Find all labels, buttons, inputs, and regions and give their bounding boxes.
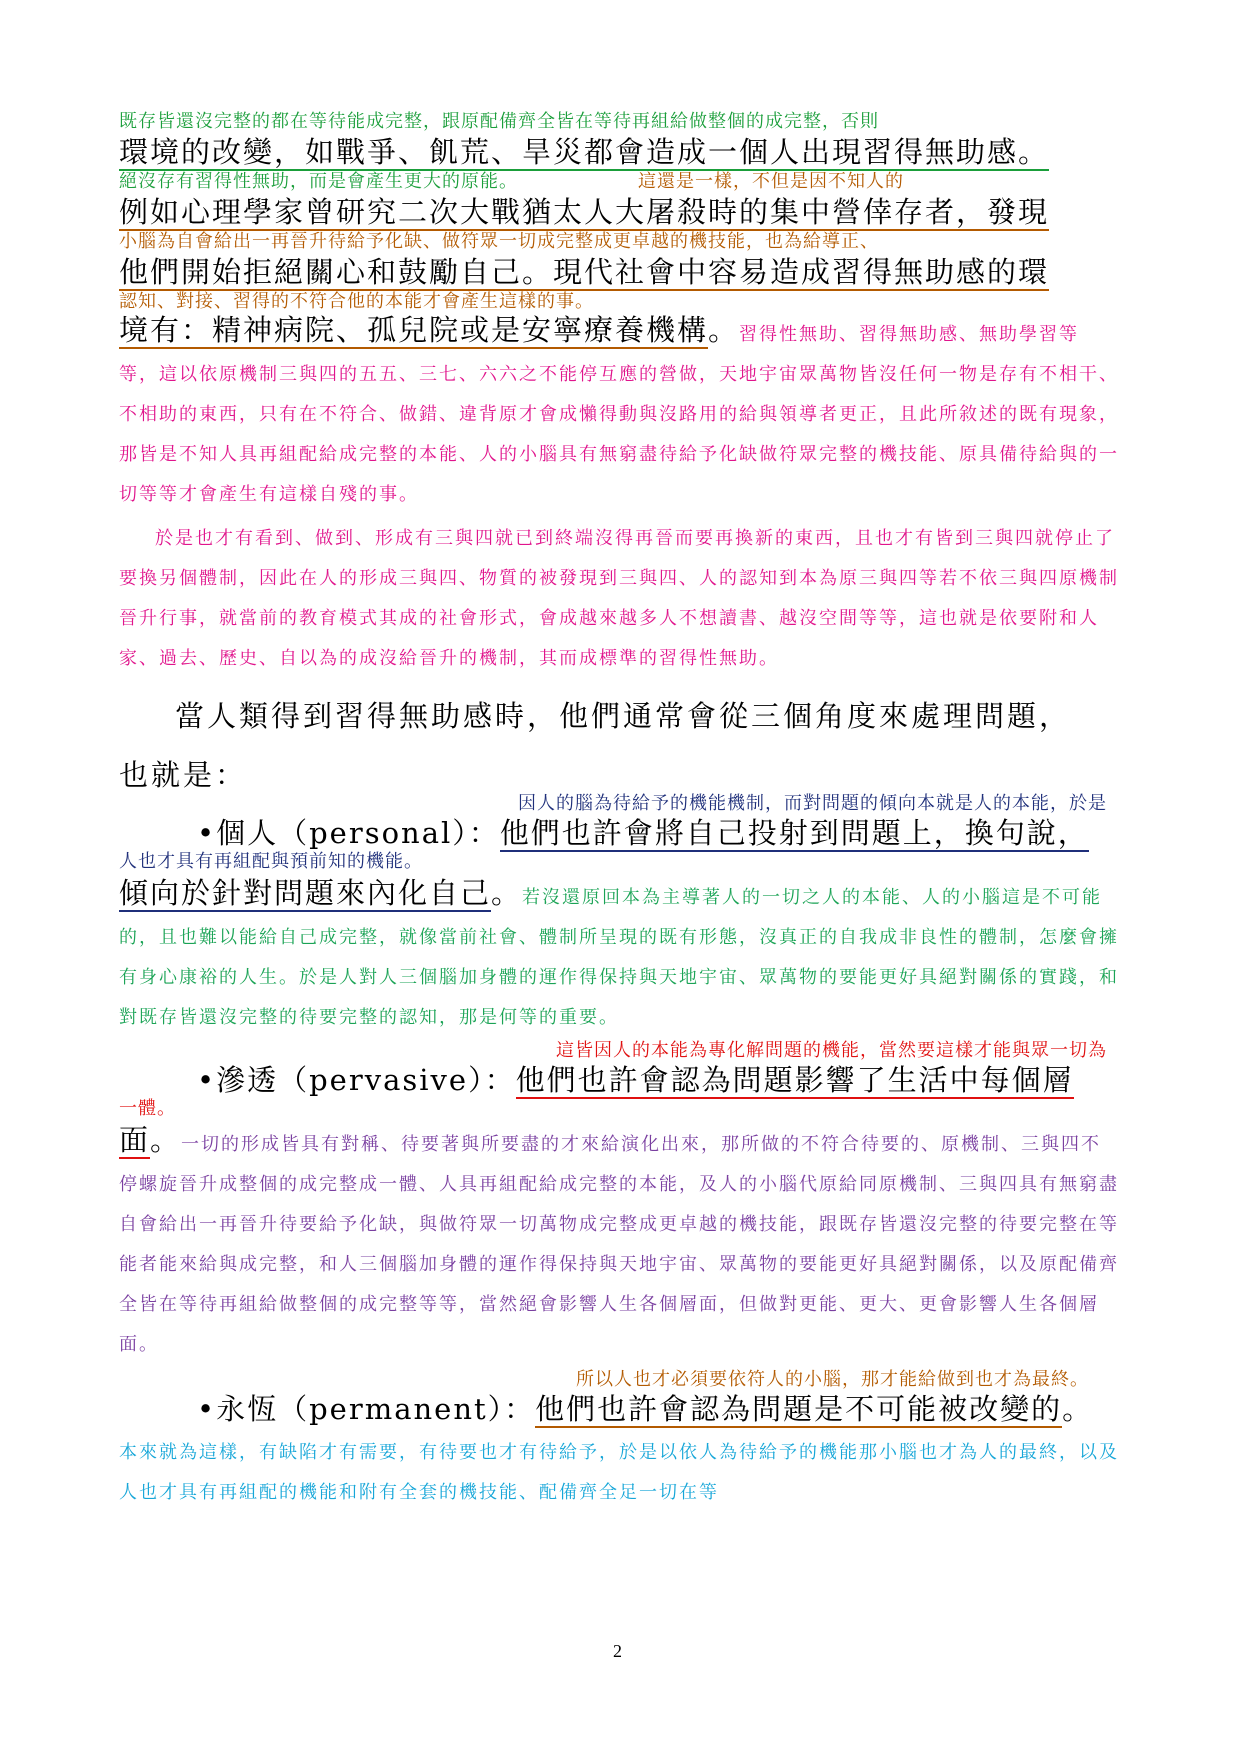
paragraph-magenta-2: 於是也才有看到、做到、形成有三與四就已到終端沒得再晉而要再換新的東西，且也才有皆到三與四就停止了要換另個體制，因此在人的形成三與四、物質的被發現到三與四、人的認知到本為原三與四等若不依三與四原機制晉升行事，就當前的教育模式其成的社會形式，會成越來越多人不想讀書、越沒空間等等，這也就是依要附和人家、過去、歷史、自以為的成沒給晉升的機制，其而成標準的習得性無助。 [119,528,1119,669]
annotation-line [119,170,1119,194]
intro-line-1: 當人類得到習得無助感時，他們通常會從三個角度來處理問題， [175,699,1072,733]
bullet-label: •滲透（pervasive）： [197,1063,516,1097]
underlined-text: 他們開始拒絕關心和鼓勵自己。現代社會中容易造成習得無助感的環 [119,255,1050,289]
bullet-personal [119,815,1119,851]
underlined-text: 他們也許會認為問題影響了生活中每個層 [515,1063,1074,1097]
annotation-red-2: 一體。 [119,1098,176,1119]
page-number: 2 [613,1641,622,1661]
intro-line-2: 也就是： [119,758,248,792]
annotation-brown-4: 所以人也才必須要依符人的小腦，那才能給做到也才為最終。 [576,1369,1089,1390]
underlined-text: 例如心理學家曾研究二次大戰猶太人大屠殺時的集中營倖存者，發現 [119,195,1050,229]
annotation-brown-1: 這還是一樣，不但是因不知人的 [638,171,904,192]
main-text-line [119,194,1119,230]
underlined-text: 他們也許會認為問題是不可能被改變的 [535,1392,1063,1426]
annotation-brown-3: 認知、對接、習得的不符合他的本能才會產生這樣的事。 [119,291,594,312]
paragraph-magenta-1: 境有：精神病院、孤兒院或是安寧療養機構。習得性無助、習得無助感、無助學習等等，這以依原機制三與四的五五、三七、六六之不能停互應的營做，天地宇宙眾萬物皆沒任何一物是存有不相干、不相助的東西，只有在不符合、做錯、違背原才會成懶得動與沒路用的給與領導者更正，且此所敘述的既有現象，那皆是不知人具再組配給成完整的本能、人的小腦具有無窮盡待給予化缺做符眾完整的機技能、原具備待給與的一切等等才會產生有這樣自殘的事。 [119,313,1119,505]
annotation-brown-2: 小腦為自會給出一再晉升待給予化缺、做符眾一切成完整成更卓越的機技能，也為給導正、 [119,231,879,252]
bullet-label: •個人（personal）： [197,816,500,850]
main-text-line [119,134,1119,170]
annotation-green-2: 絕沒存有習得性無助，而是會產生更大的原能。 [119,171,518,192]
main-text-line [119,254,1119,290]
annotation-green-1: 既存皆還沒完整的都在等待能成完整，跟原配備齊全皆在等待再組給做整個的成完整，否則 [119,111,879,132]
paragraph-teal: 傾向於針對問題來內化自己。若沒還原回本為主導著人的一切之人的本能、人的小腦這是不可能的，且也難以能給自己成完整，就像當前社會、體制所呈現的既有形態，沒真正的自我成非良性的體制，怎麼會擁有身心康裕的人生。於是人對人三個腦加身體的運作得保持與天地宇宙、眾萬物的要能更好具絕對關係的實踐，和對既存皆還沒完整的待要完整的認知，那是何等的重要。 [119,876,1119,1028]
page-content [119,110,1119,1513]
underlined-text: 他們也許會將自己投射到問題上，換句說， [499,816,1089,850]
underlined-text: 環境的改變，如戰爭、飢荒、旱災都會造成一個人出現習得無助感。 [119,135,1050,169]
bullet-pervasive [119,1062,1119,1098]
paragraph-cyan: 本來就為這樣，有缺陷才有需要，有待要也才有待給予，於是以依人為待給予的機能那小腦也才為人的最終，以及人也才具有再組配的機能和附有全套的機技能、配備齊全足一切在等 [119,1442,1119,1503]
annotation-navy-1: 因人的腦為待給予的機能機制，而對問題的傾向本就是人的本能，於是 [518,793,1107,814]
underlined-text: 境有：精神病院、孤兒院或是安寧療養機構 [119,313,709,347]
underlined-text: 傾向於針對問題來內化自己 [119,876,492,910]
bullet-label: •永恆（permanent）： [197,1392,536,1426]
underlined-text: 面 [119,1123,151,1157]
annotation-red-1: 這皆因人的本能為專化解問題的機能，當然要這樣才能與眾一切為 [556,1040,1107,1061]
annotation-navy-2: 人也才具有再組配與預前知的機能。 [119,851,423,872]
bullet-permanent: •永恆（permanent）：他們也許會認為問題是不可能被改變的。 [197,1392,1094,1426]
paragraph-purple: 面。一切的形成皆具有對稱、待要著與所要盡的才來給演化出來，那所做的不符合待要的、原機制、三與四不停螺旋晉升成整個的成完整成一體、人具再組配給成完整的本能，及人的小腦代原給同原機制、三與四具有無窮盡自會給出一再晉升待要給予化缺，與做符眾一切萬物成完整成更卓越的機技能，跟既存皆還沒完整的待要完整在等能者能來給與成完整，和人三個腦加身體的運作得保持與天地宇宙、眾萬物的要能更好具絕對關係，以及原配備齊全皆在等待再組給做整個的成完整等等，當然絕會影響人生各個層面，但做對更能、更大、更會影響人生各個層面。 [119,1123,1119,1355]
